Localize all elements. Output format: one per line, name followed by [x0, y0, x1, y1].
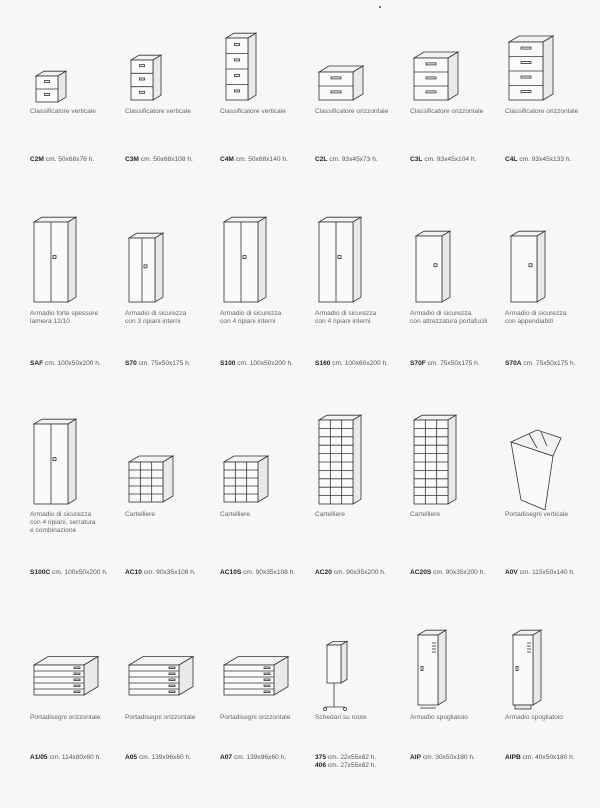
safety-cabinet-single-icon [503, 200, 599, 313]
plan-chest-icon [28, 615, 124, 720]
product-description: Armadio di sicurezza con 4 ripiani, serratura e combinazione [30, 511, 96, 534]
product-description: Armadio di sicurezza con 3 ripiani interni [125, 310, 187, 325]
product-code: C4M [220, 156, 234, 163]
product-code-line [220, 360, 316, 368]
product-dimensions: cm. 75x50x175 h. [523, 360, 576, 367]
pigeonhole-tall-icon [313, 392, 409, 515]
product-description: Cartelliere [410, 511, 441, 518]
product-dimensions: cm. 114x80x60 h. [49, 754, 102, 761]
safety-cabinet-icon [313, 200, 409, 313]
product-dimensions: cm. 93x45x73 h. [329, 156, 378, 163]
product-dimensions: cm. 100x60x200 h. [332, 360, 388, 367]
pigeonhole-low-icon [123, 392, 219, 515]
product-code-line [30, 360, 126, 368]
plan-chest-icon [123, 615, 219, 720]
product-description: Classificatore orizzontale [410, 108, 484, 115]
wardrobe-heavy-icon [28, 200, 124, 313]
product-code: C3L [410, 156, 423, 163]
product-code-line [410, 754, 506, 762]
product-description: Armadio forte spessore lamiera 12/10 [30, 310, 99, 325]
cabinet-4-drawer-vertical-icon [218, 28, 314, 115]
product-code: AIP [410, 754, 421, 761]
card-file-trolley-icon [313, 615, 409, 720]
product-code: 375 [315, 754, 327, 761]
product-description: Armadio di sicurezza con 4 ripiani interni [220, 310, 282, 325]
product-dimensions: cm. 90x35x200 h. [333, 569, 386, 576]
product-dimensions: cm. 139x96x60 h. [233, 754, 287, 761]
product-code: C3M [125, 156, 139, 163]
product-dimensions: cm. 90x35x200 h. [433, 569, 486, 576]
product-dimensions: cm. 139x96x60 h. [138, 754, 192, 761]
product-dimensions: cm. 90x35x108 h. [243, 569, 296, 576]
product-code: 406 [315, 762, 327, 769]
product-dimensions: cm. 22x55x82 h. [327, 754, 377, 761]
product-description: Classificatore orizzontale [505, 108, 579, 115]
product-dimensions: cm. 100x50x200 h. [45, 360, 101, 367]
vertical-plan-holder-icon [503, 392, 599, 515]
locker-icon [408, 615, 504, 720]
product-code-line [220, 569, 316, 577]
product-code-line [505, 754, 600, 762]
product-code: C2L [315, 156, 328, 163]
product-description: Armadio di sicurezza con attrezzatura portafucili [410, 310, 488, 325]
product-description: Cartelliere [220, 511, 251, 518]
product-dimensions: cm. 100x50x200 h. [52, 569, 108, 576]
safety-cabinet-single-icon [408, 200, 504, 313]
product-description: Armadio di sicurezza con 4 ripiani interni [315, 310, 377, 325]
product-code-line [505, 360, 600, 368]
product-code-line [410, 360, 506, 368]
product-code: S100C [30, 569, 51, 576]
product-code: AC10 [125, 569, 142, 576]
product-code: C2M [30, 156, 44, 163]
product-code: S160 [315, 360, 331, 367]
product-code-line [30, 569, 126, 577]
product-code: A1/05 [30, 754, 48, 761]
product-description: Classificatore verticale [125, 108, 191, 115]
locker-base-icon [503, 615, 599, 720]
product-dimensions: cm. 50x68x76 h. [45, 156, 95, 163]
product-dimensions: cm. 93x45x104 h. [424, 156, 477, 163]
product-code-line [125, 360, 221, 368]
product-code-line [125, 156, 221, 164]
product-dimensions: cm. 50x68x108 h. [140, 156, 193, 163]
safety-cabinet-combination-icon [28, 392, 124, 515]
product-code: A05 [125, 754, 138, 761]
product-code-line [505, 156, 600, 164]
pigeonhole-low-icon [218, 392, 314, 515]
product-code-line [505, 569, 600, 577]
cabinet-4-drawer-lateral-icon [503, 28, 599, 115]
safety-cabinet-icon [218, 200, 314, 313]
product-description: Classificatore orizzontale [315, 108, 389, 115]
product-code-line [315, 569, 411, 577]
product-description: Portadisegni orizzontale [220, 714, 291, 721]
product-code-line [30, 156, 126, 164]
product-dimensions: cm. 100x50x200 h. [237, 360, 293, 367]
product-code-line [220, 754, 316, 762]
product-code: AC20S [410, 569, 432, 576]
product-code-line [315, 754, 411, 770]
product-description: Armadio spogliatoio [505, 714, 563, 721]
product-code-line [315, 360, 411, 368]
product-description: Portadisegni verticale [505, 511, 569, 518]
product-description: Armadio spogliatoio [410, 714, 468, 721]
product-dimensions: cm. 30x50x180 h. [422, 754, 475, 761]
product-code-line [125, 754, 221, 762]
product-code-line [315, 156, 411, 164]
product-code-line [30, 754, 126, 762]
product-code: S70 [125, 360, 137, 367]
product-description: Portadisegni orizzontale [30, 714, 101, 721]
product-code-line [410, 156, 506, 164]
product-dimensions: cm. 90x35x108 h. [143, 569, 196, 576]
product-code: S70A [505, 360, 522, 367]
product-code: S70F [410, 360, 426, 367]
product-description: Classificatore verticale [30, 108, 96, 115]
product-description: Cartelliere [315, 511, 346, 518]
product-code: AC20 [315, 569, 332, 576]
safety-cabinet-icon [123, 200, 219, 313]
product-code: AIPB [505, 754, 521, 761]
cabinet-3-drawer-lateral-icon [408, 28, 504, 115]
product-description: Cartelliere [125, 511, 156, 518]
product-code: AC10S [220, 569, 242, 576]
product-code: A0V [505, 569, 518, 576]
product-code: S100 [220, 360, 236, 367]
product-code-line [410, 569, 506, 577]
pigeonhole-tall-icon [408, 392, 504, 515]
product-dimensions: cm. 27x55x82 h. [327, 762, 377, 769]
product-dimensions: cm. 75x50x175 h. [427, 360, 480, 367]
product-code-line [220, 156, 316, 164]
product-dimensions: cm. 93x45x133 h. [519, 156, 572, 163]
product-dimensions: cm. 75x50x175 h. [138, 360, 191, 367]
product-code: A07 [220, 754, 233, 761]
cabinet-2-drawer-vertical-icon [28, 28, 124, 115]
product-description: Armadio di sicurezza con appendiabiti [505, 310, 567, 325]
product-dimensions: cm. 115x50x140 h. [519, 569, 575, 576]
product-description: Portadisegni orizzontale [125, 714, 196, 721]
cabinet-2-drawer-lateral-icon [313, 28, 409, 115]
product-dimensions: cm. 50x68x140 h. [235, 156, 288, 163]
product-code: SAF [30, 360, 44, 367]
plan-chest-icon [218, 615, 314, 720]
product-code-line [125, 569, 221, 577]
product-description: Schedari su ruote [315, 714, 367, 721]
cabinet-3-drawer-vertical-icon [123, 28, 219, 115]
product-code: C4L [505, 156, 518, 163]
product-description: Classificatore verticale [220, 108, 286, 115]
product-dimensions: cm. 40x50x180 h. [522, 754, 575, 761]
